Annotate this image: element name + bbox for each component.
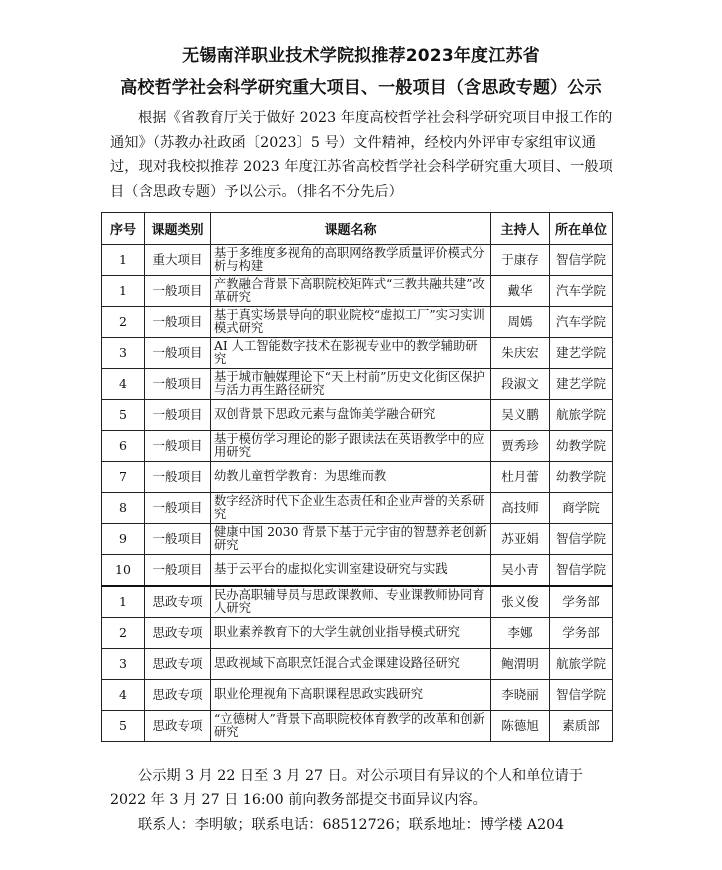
table-row (102, 586, 613, 618)
table-row (102, 493, 613, 524)
row-project-name: 基于云平台的虚拟化实训室建设研究与实践 (211, 555, 491, 587)
table-row (102, 555, 613, 587)
row-host: 苏亚娟 (491, 524, 550, 555)
table-row (102, 245, 613, 276)
table-row (102, 618, 613, 649)
row-unit: 汽车学院 (550, 307, 613, 338)
row-host: 李晓丽 (491, 680, 550, 711)
row-project-name: 数字经济时代下企业生态责任和企业声誉的关系研究 (211, 493, 491, 524)
row-number: 5 (102, 711, 145, 742)
row-category: 一般项目 (145, 400, 211, 431)
notice-period-paragraph: 公示期 3 月 22 日至 3 月 27 日。对公示项目有异议的个人和单位请于 2022 年 3 月 27 日 16:00 前向教务部提交书面异议内容。 (110, 768, 583, 808)
row-host: 戴华 (491, 276, 550, 307)
row-host: 朱庆宏 (491, 338, 550, 369)
table-row (102, 307, 613, 338)
table-row (102, 462, 613, 493)
row-number: 10 (102, 555, 145, 587)
row-number: 1 (102, 245, 145, 276)
row-category: 一般项目 (145, 555, 211, 587)
table-row (102, 369, 613, 400)
row-category: 一般项目 (145, 338, 211, 369)
row-host: 鲍渭明 (491, 649, 550, 680)
table-row (102, 431, 613, 462)
row-number: 3 (102, 338, 145, 369)
row-category: 一般项目 (145, 431, 211, 462)
row-project-name: 基于多维度多视角的高职网络教学质量评价模式分析与构建 (211, 245, 491, 276)
row-unit: 幼教学院 (550, 462, 613, 493)
row-unit: 智信学院 (550, 245, 613, 276)
row-host: 李娜 (491, 618, 550, 649)
row-unit: 智信学院 (550, 680, 613, 711)
row-category: 一般项目 (145, 462, 211, 493)
row-project-name: 健康中国 2030 背景下基于元宇宙的智慧养老创新研究 (211, 524, 491, 555)
table-row (102, 649, 613, 680)
table-row (102, 276, 613, 307)
row-number: 9 (102, 524, 145, 555)
row-host: 吴义鹏 (491, 400, 550, 431)
row-category: 一般项目 (145, 493, 211, 524)
row-host: 于康存 (491, 245, 550, 276)
row-host: 段淑文 (491, 369, 550, 400)
row-number: 5 (102, 400, 145, 431)
row-number: 1 (102, 586, 145, 618)
row-category: 思政专项 (145, 680, 211, 711)
row-category: 重大项目 (145, 245, 211, 276)
row-host: 贾秀珍 (491, 431, 550, 462)
row-category: 思政专项 (145, 649, 211, 680)
document-title-line-2: 高校哲学社会科学研究重大项目、一般项目（含思政专题）公示 (120, 78, 602, 98)
row-unit: 学务部 (550, 586, 613, 618)
row-number: 2 (102, 618, 145, 649)
row-number: 1 (102, 276, 145, 307)
row-unit: 建艺学院 (550, 369, 613, 400)
row-category: 一般项目 (145, 276, 211, 307)
table-row (102, 338, 613, 369)
row-project-name: 双创背景下思政元素与盘饰美学融合研究 (211, 400, 491, 431)
row-number: 6 (102, 431, 145, 462)
row-category: 思政专项 (145, 618, 211, 649)
row-project-name: 幼教儿童哲学教育：为思维而教 (211, 462, 491, 493)
row-category: 一般项目 (145, 369, 211, 400)
row-project-name: “立德树人”背景下高职院校体育教学的改革和创新研究 (211, 711, 491, 742)
row-unit: 商学院 (550, 493, 613, 524)
row-project-name: 基于城市触媒理论下“天上村前”历史文化街区保护与活力再生路径研究 (211, 369, 491, 400)
row-project-name: 思政视域下高职烹饪混合式金课建设路径研究 (211, 649, 491, 680)
row-project-name: 基于模仿学习理论的影子跟读法在英语教学中的应用研究 (211, 431, 491, 462)
header-host: 主持人 (491, 213, 550, 245)
document-title-line-1: 无锡南洋职业技术学院拟推荐2023年度江苏省 (182, 46, 540, 66)
row-host: 高技师 (491, 493, 550, 524)
row-category: 思政专项 (145, 711, 211, 742)
row-project-name: 产教融合背景下高职院校矩阵式“三教共融共建”改革研究 (211, 276, 491, 307)
row-project-name: 职业伦理视角下高职课程思政实践研究 (211, 680, 491, 711)
intro-paragraph: 根据《省教育厅关于做好 2023 年度高校哲学社会科学研究项目申报工作的通知》（苏教办社政函〔2023〕5 号）文件精神，经校内外评审专家组审议通过，现对我校拟推荐 2023 年度江苏省高校哲学社会科学研究重大项目、一般项目（含思政专题）予以公示。（排名不分先后） (110, 110, 613, 200)
row-host: 张义俊 (491, 586, 550, 618)
row-category: 一般项目 (145, 524, 211, 555)
project-table (101, 212, 613, 742)
contact-info: 联系人：李明敏；联系电话：68512726；联系地址：博学楼 A204 (138, 817, 565, 833)
row-unit: 航旅学院 (550, 649, 613, 680)
row-unit: 智信学院 (550, 555, 613, 587)
table-row (102, 524, 613, 555)
row-host: 周嫣 (491, 307, 550, 338)
header-number: 序号 (102, 213, 145, 245)
row-number: 3 (102, 649, 145, 680)
row-number: 4 (102, 680, 145, 711)
row-number: 7 (102, 462, 145, 493)
row-number: 2 (102, 307, 145, 338)
row-category: 一般项目 (145, 307, 211, 338)
header-category: 课题类别 (145, 213, 211, 245)
row-project-name: AI 人工智能数字技术在影视专业中的教学辅助研究 (211, 338, 491, 369)
table-row (102, 400, 613, 431)
header-unit: 所在单位 (550, 213, 613, 245)
table-row (102, 680, 613, 711)
row-project-name: 基于真实场景导向的职业院校“虚拟工厂”实习实训模式研究 (211, 307, 491, 338)
row-unit: 学务部 (550, 618, 613, 649)
header-project-name: 课题名称 (211, 213, 491, 245)
row-unit: 幼教学院 (550, 431, 613, 462)
table-header-row (102, 213, 613, 245)
row-host: 杜月蕾 (491, 462, 550, 493)
row-unit: 素质部 (550, 711, 613, 742)
row-unit: 汽车学院 (550, 276, 613, 307)
row-host: 陈德旭 (491, 711, 550, 742)
row-unit: 智信学院 (550, 524, 613, 555)
row-project-name: 职业素养教育下的大学生就创业指导模式研究 (211, 618, 491, 649)
row-project-name: 民办高职辅导员与思政课教师、专业课教师协同育人研究 (211, 586, 491, 618)
table-row (102, 711, 613, 742)
row-host: 吴小青 (491, 555, 550, 587)
row-category: 思政专项 (145, 586, 211, 618)
row-number: 4 (102, 369, 145, 400)
row-number: 8 (102, 493, 145, 524)
row-unit: 航旅学院 (550, 400, 613, 431)
row-unit: 建艺学院 (550, 338, 613, 369)
